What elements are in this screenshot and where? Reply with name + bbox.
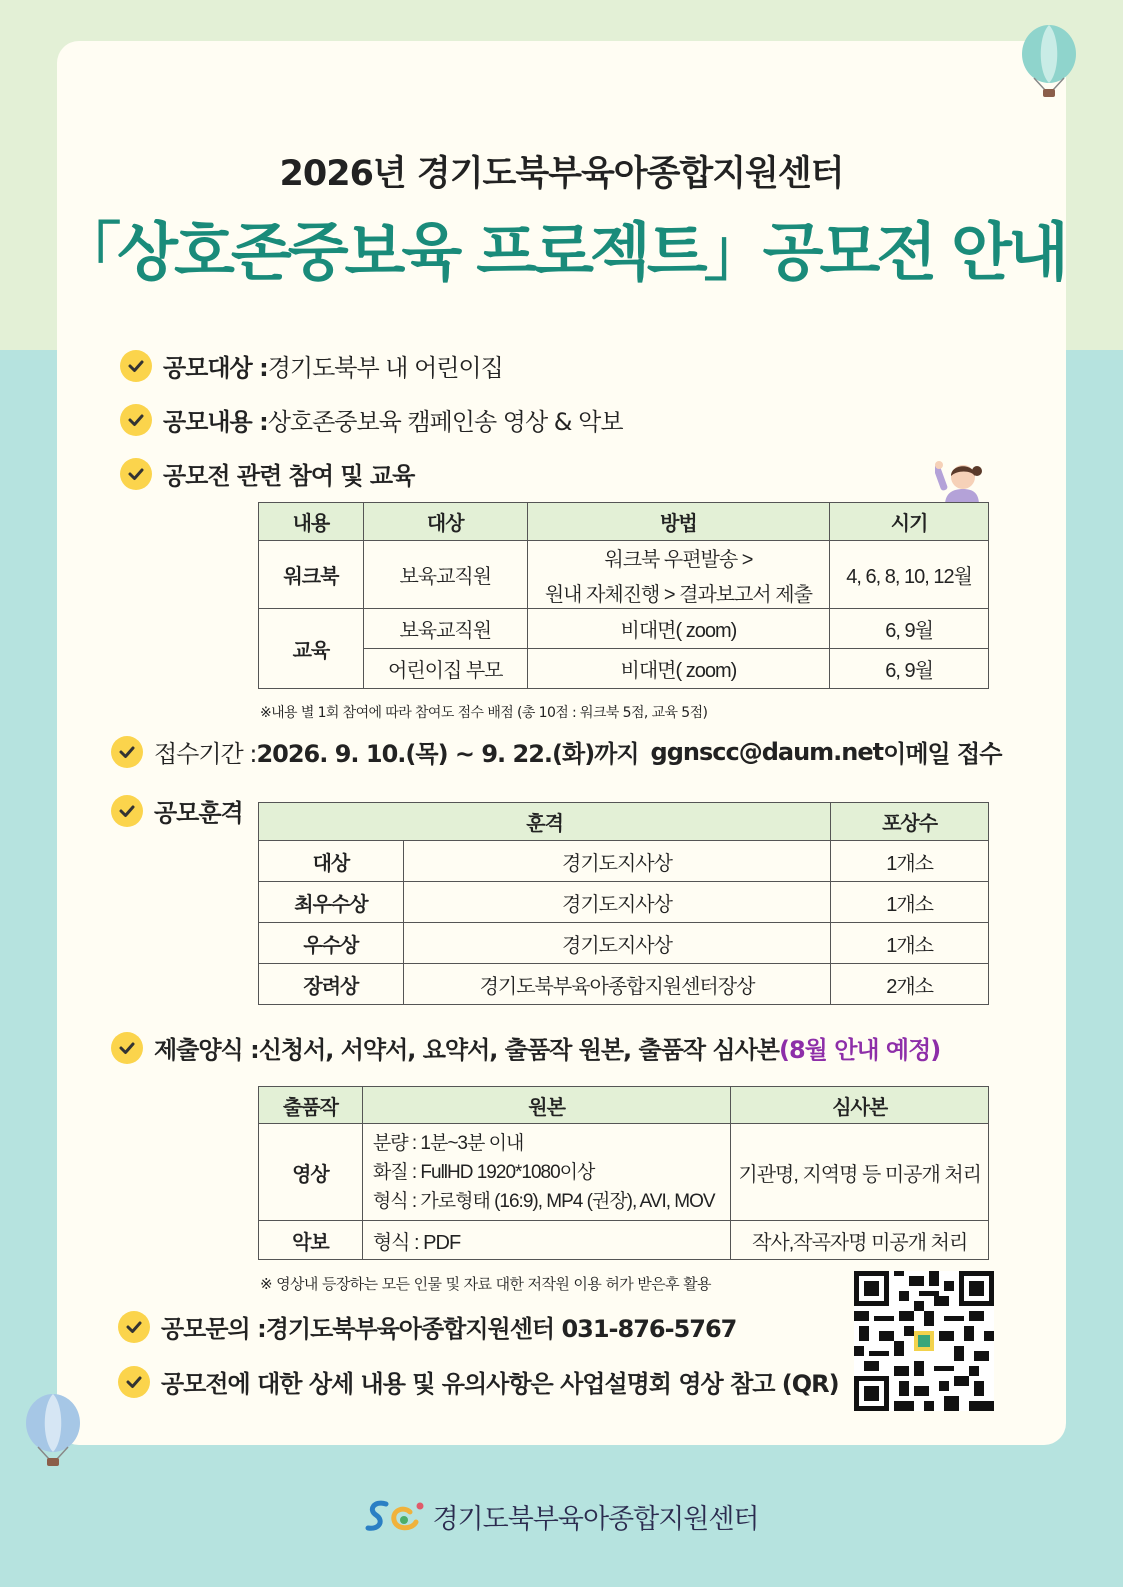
email-link[interactable]: ggnscc@daum.net [650, 737, 884, 766]
item-text: 상호존중보육 캠페인송 영상 & 악보 [267, 408, 623, 436]
table-row [259, 841, 989, 882]
item-label: 공모훈격 [154, 799, 243, 827]
page-title: 「상호존중보육 프로젝트」공모전 안내 [58, 216, 1065, 289]
item-label: 공모전 관련 참여 및 교육 [163, 462, 415, 490]
org-name: 경기도북부육아종합지원센터 [432, 1504, 759, 1535]
center-logo-icon [364, 1498, 428, 1536]
item-target [120, 348, 503, 383]
table-cell: 경기도지사상 [403, 841, 830, 882]
table-cell: 우수상 [259, 923, 404, 964]
table-cell: 6, 9월 [830, 609, 989, 649]
column-header: 대상 [363, 503, 527, 541]
qr-code-icon[interactable] [854, 1271, 994, 1411]
item-award [111, 793, 243, 828]
table-row [259, 541, 989, 609]
participation-table [258, 502, 989, 689]
spec-line: 화질 : FullHD 1920*1080이상 [372, 1161, 595, 1183]
table-cell: 2개소 [831, 964, 989, 1005]
column-header: 내용 [259, 503, 364, 541]
spec-line: 형식 : 가로형태 (16:9), MP4 (권장), AVI, MOV [372, 1190, 715, 1212]
table-cell: 워크북 [259, 541, 364, 609]
column-header: 출품작 [259, 1087, 363, 1124]
item-content [120, 402, 623, 437]
table-row [259, 964, 989, 1005]
item-text: 공모전에 대한 상세 내용 및 유의사항은 사업설명회 영상 참고 (QR) [161, 1370, 839, 1398]
check-icon [120, 458, 152, 490]
table-cell: 형식 : PDF [362, 1221, 731, 1260]
column-header: 시기 [830, 503, 989, 541]
check-icon [111, 795, 143, 827]
column-header: 방법 [527, 503, 830, 541]
table-cell: 4, 6, 8, 10, 12월 [830, 541, 989, 609]
award-table [258, 802, 989, 1005]
item-submission [111, 1030, 940, 1065]
child-illustration-icon [935, 459, 991, 505]
item-label: 공모문의 : [161, 1315, 266, 1343]
hot-air-balloon-icon [1020, 24, 1078, 98]
table-row [259, 882, 989, 923]
table-cell: 보육교직원 [363, 541, 527, 609]
highlight-text: (8월 안내 예정) [778, 1036, 941, 1064]
submission-table [258, 1086, 989, 1260]
check-icon [118, 1311, 150, 1343]
item-text: 신청서, 서약서, 요약서, 출품작 원본, 출품작 심사본 [258, 1036, 779, 1064]
item-details [118, 1364, 839, 1399]
table-cell: 경기도지사상 [403, 882, 830, 923]
check-icon [120, 404, 152, 436]
item-label: 접수기간 : [154, 740, 257, 768]
item-label: 공모대상 : [163, 354, 268, 382]
table-cell: 악보 [259, 1221, 363, 1260]
column-header: 원본 [362, 1087, 731, 1124]
hot-air-balloon-icon [24, 1393, 82, 1467]
table-cell [527, 541, 830, 609]
item-participation [120, 456, 414, 491]
table-row [259, 609, 989, 649]
table-cell [362, 1124, 731, 1221]
table-row [259, 1221, 989, 1260]
table-row [259, 923, 989, 964]
item-inquiry [118, 1309, 736, 1344]
table-cell: 기관명, 지역명 등 미공개 처리 [731, 1124, 989, 1221]
column-header: 심사본 [731, 1087, 989, 1124]
table-cell: 보육교직원 [363, 609, 527, 649]
column-header: 훈격 [259, 803, 831, 841]
table-cell: 1개소 [831, 923, 989, 964]
table-cell: 6, 9월 [830, 649, 989, 689]
item-label: 제출양식 : [154, 1036, 259, 1064]
item-text: 경기도북부 내 어린이집 [267, 354, 503, 382]
table-cell: 작사,작곡자명 미공개 처리 [731, 1221, 989, 1260]
check-icon [111, 736, 143, 768]
participation-note: ※내용 별 1회 참여에 따라 참여도 점수 배점 (총 10점 : 워크북 5점, 교육 5점) [260, 705, 708, 721]
table-cell: 어린이집 부모 [363, 649, 527, 689]
table-cell: 교육 [259, 609, 364, 689]
check-icon [120, 350, 152, 382]
check-icon [118, 1366, 150, 1398]
item-label: 공모내용 : [163, 408, 268, 436]
table-row [259, 1124, 989, 1221]
footer [0, 1497, 1123, 1536]
check-icon [111, 1032, 143, 1064]
item-text: 경기도북부육아종합지원센터 031-876-5767 [265, 1315, 737, 1343]
column-header: 포상수 [831, 803, 989, 841]
item-period [111, 734, 1001, 769]
table-cell: 비대면( zoom) [527, 609, 830, 649]
table-cell: 1개소 [831, 882, 989, 923]
table-cell: 대상 [259, 841, 404, 882]
table-cell: 경기도북부육아종합지원센터장상 [403, 964, 830, 1005]
method-line: 원내 자체진행 > 결과보고서 제출 [544, 583, 812, 606]
table-cell: 1개소 [831, 841, 989, 882]
spec-line: 분량 : 1분~3분 이내 [372, 1132, 524, 1154]
item-text: 이메일 접수 [883, 740, 1002, 768]
submission-note: ※ 영상내 등장하는 모든 인물 및 자료 대한 저작원 이용 허가 받은후 활용 [260, 1275, 711, 1293]
period-date: 2026. 9. 10.(목) ~ 9. 22.(화)까지 [256, 740, 639, 768]
table-cell: 영상 [259, 1124, 363, 1221]
table-cell: 비대면( zoom) [527, 649, 830, 689]
table-cell: 최우수상 [259, 882, 404, 923]
table-row [259, 649, 989, 689]
table-cell: 장려상 [259, 964, 404, 1005]
year-title: 2026년 경기도북부육아종합지원센터 [279, 154, 844, 194]
table-cell: 경기도지사상 [403, 923, 830, 964]
method-line: 워크북 우편발송 > [604, 548, 753, 571]
